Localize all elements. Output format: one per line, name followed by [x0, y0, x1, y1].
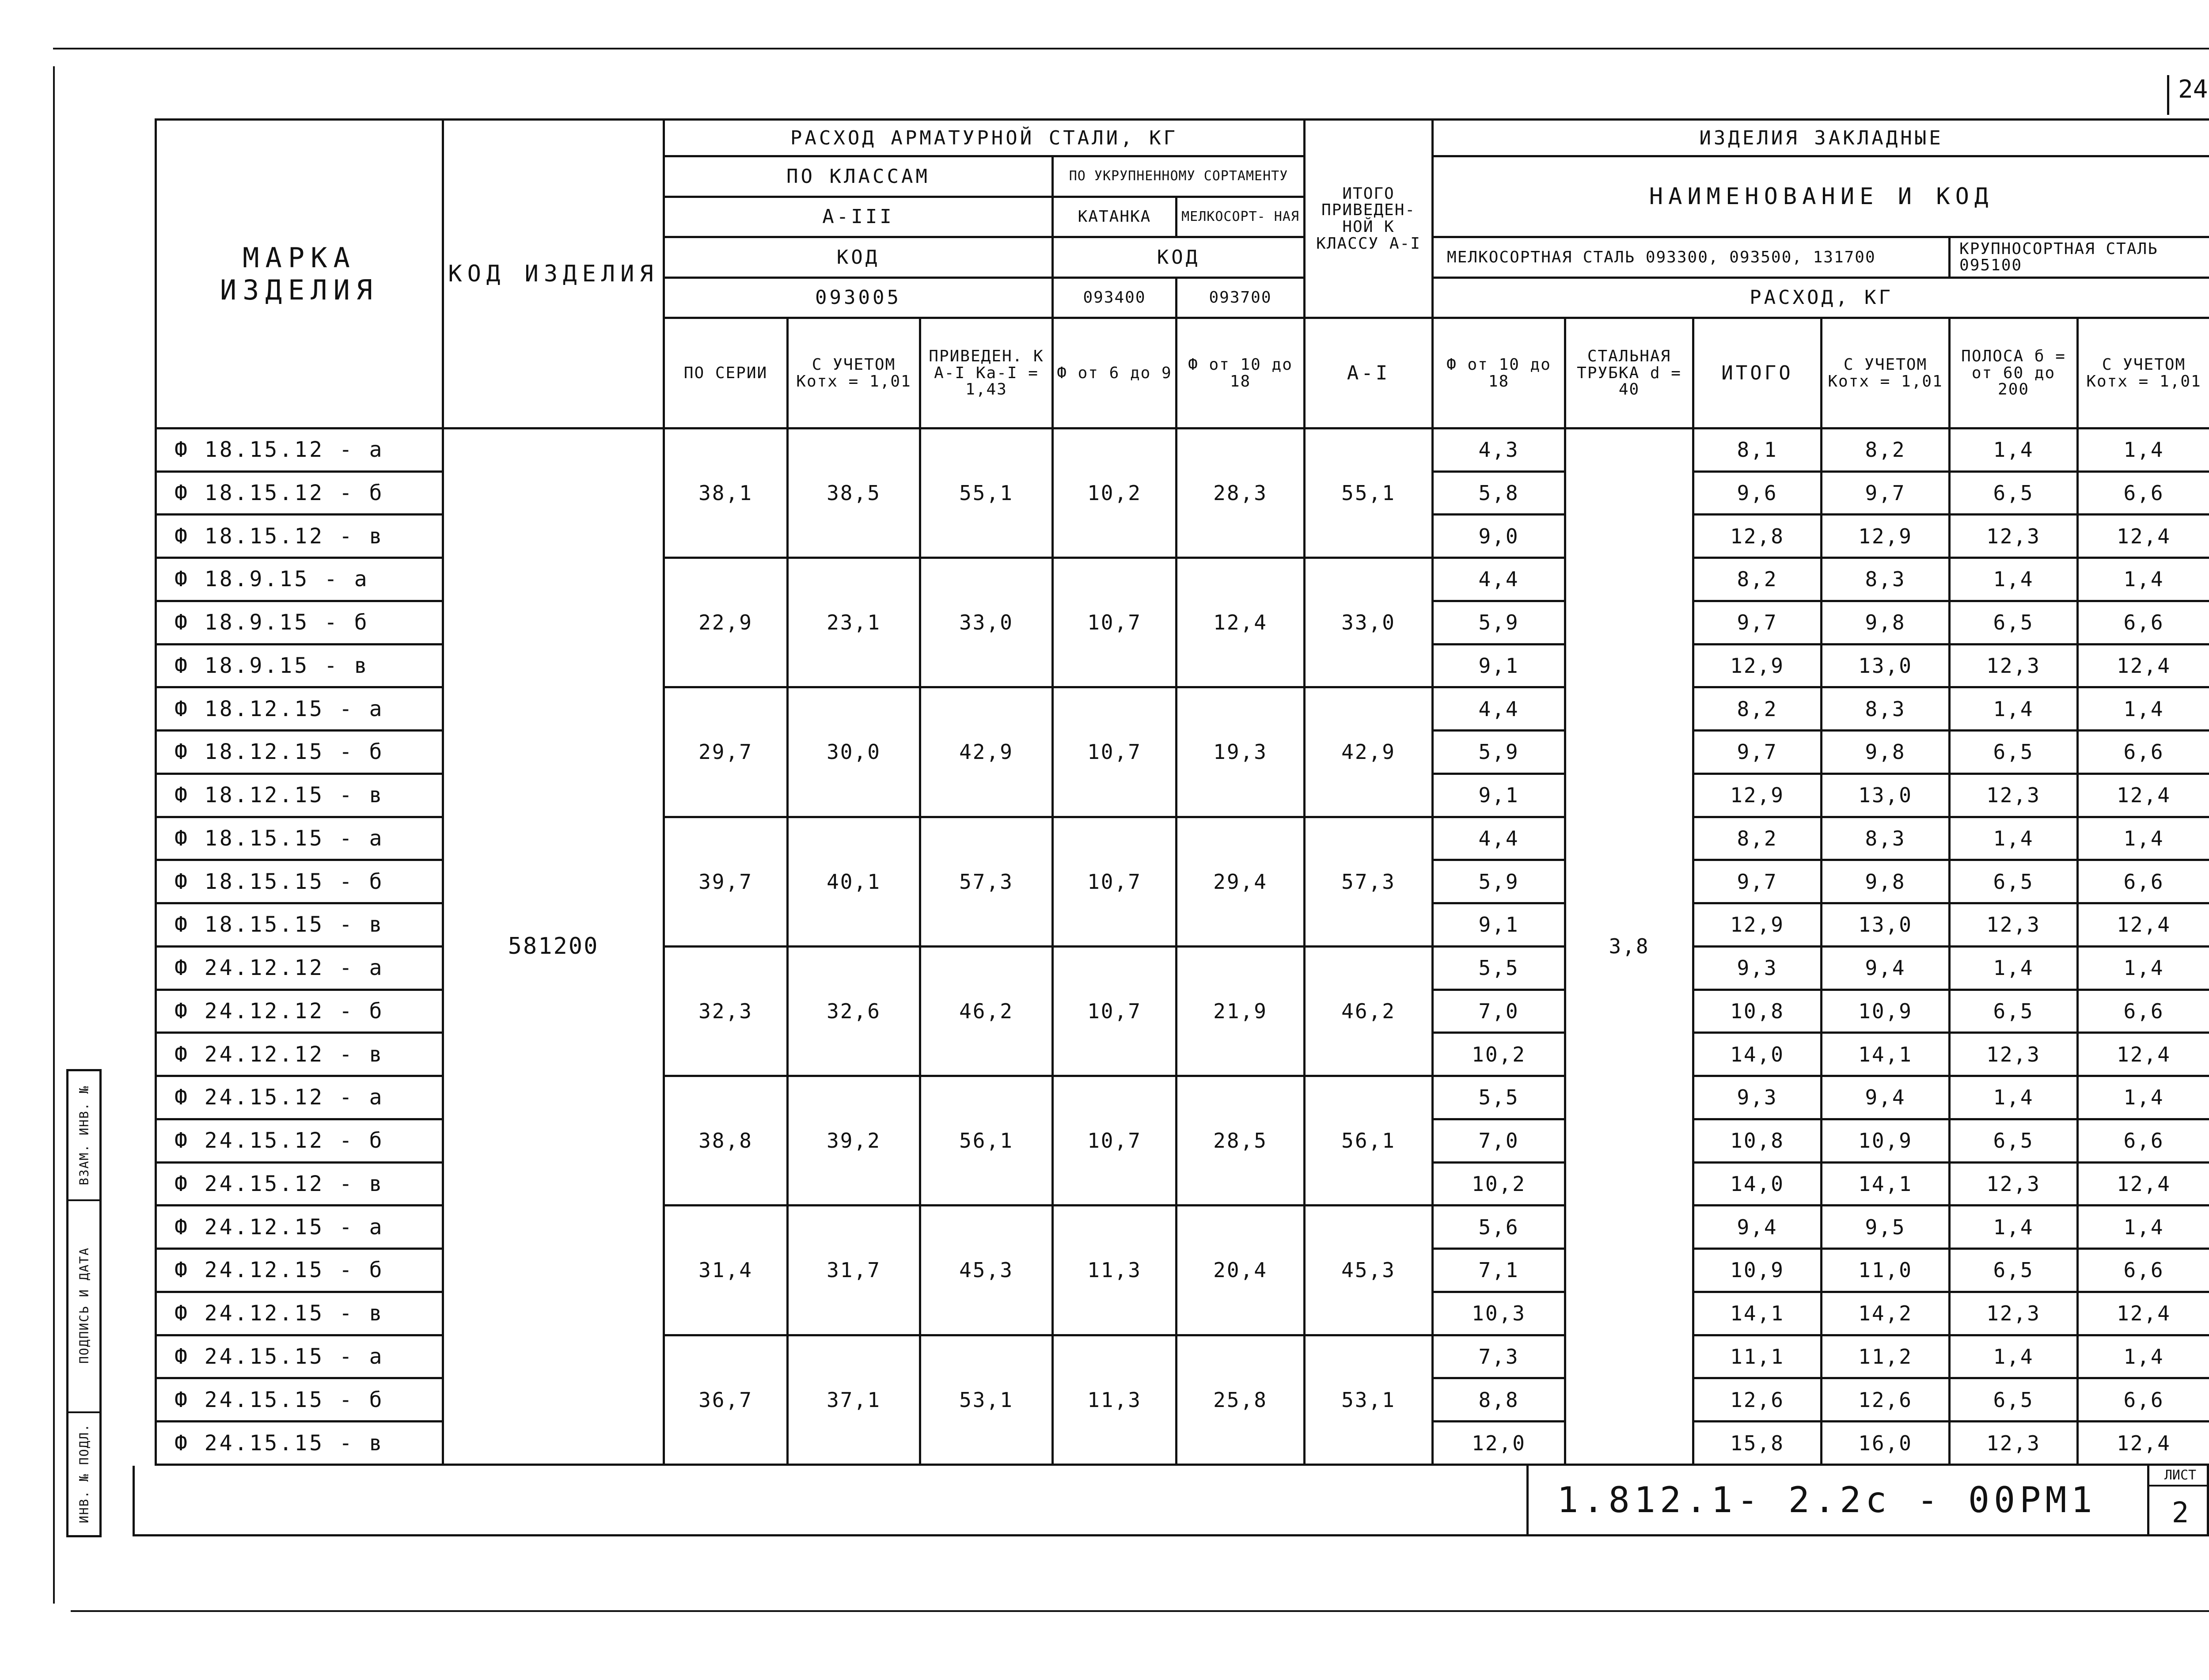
- row-strip: 12,3: [1950, 1162, 2078, 1206]
- group-kotx: 39,2: [788, 1076, 920, 1206]
- row-kotx: 16,0: [1822, 1422, 1950, 1465]
- row-kotx2: 12,4: [2078, 1422, 2209, 1465]
- frame-bottom-line: [71, 1610, 2209, 1612]
- group-phi2: 20,4: [1177, 1206, 1305, 1335]
- row-mark: Ф 24.15.15 - б: [156, 1378, 443, 1422]
- row-kotx: 13,0: [1822, 903, 1950, 947]
- group-reduced: 33,0: [920, 558, 1053, 687]
- group-phi1: 10,7: [1053, 558, 1177, 687]
- group-series: 31,4: [664, 1206, 788, 1335]
- row-kotx: 10,9: [1822, 1119, 1950, 1162]
- group-phi1: 10,2: [1053, 428, 1177, 557]
- row-mark: Ф 18.15.12 - а: [156, 428, 443, 471]
- row-mark: Ф 18.12.15 - б: [156, 731, 443, 774]
- group-total: 57,3: [1305, 817, 1433, 946]
- row-mark: Ф 18.15.15 - а: [156, 817, 443, 860]
- product-code: 581200: [443, 428, 664, 1464]
- row-phi: 7,0: [1433, 1119, 1565, 1162]
- row-mark: Ф 18.9.15 - б: [156, 601, 443, 644]
- header-col-total: ИТОГО: [1693, 318, 1822, 429]
- group-kotx: 23,1: [788, 558, 920, 687]
- group-kotx: 40,1: [788, 817, 920, 946]
- group-reduced: 45,3: [920, 1206, 1053, 1335]
- sheet-number-top: 24: [2178, 75, 2208, 104]
- row-kotx: 9,5: [1822, 1206, 1950, 1249]
- row-phi: 10,2: [1433, 1162, 1565, 1206]
- header-consumption: РАСХОД, КГ: [1433, 277, 2209, 318]
- header-code-093005: 093005: [664, 277, 1053, 318]
- row-kotx: 8,3: [1822, 817, 1950, 860]
- row-strip: 6,5: [1950, 990, 2078, 1033]
- group-series: 38,1: [664, 428, 788, 557]
- row-strip: 12,3: [1950, 644, 2078, 687]
- row-total: 9,7: [1693, 860, 1822, 903]
- row-mark: Ф 18.12.15 - а: [156, 687, 443, 731]
- row-mark: Ф 18.15.15 - б: [156, 860, 443, 903]
- row-total: 11,1: [1693, 1335, 1822, 1378]
- row-kotx2: 6,6: [2078, 1119, 2209, 1162]
- row-strip: 6,5: [1950, 1249, 2078, 1292]
- row-total: 8,2: [1693, 817, 1822, 860]
- row-phi: 8,8: [1433, 1378, 1565, 1422]
- row-strip: 1,4: [1950, 817, 2078, 860]
- group-total: 55,1: [1305, 428, 1433, 557]
- row-strip: 12,3: [1950, 515, 2078, 558]
- row-kotx2: 6,6: [2078, 990, 2209, 1033]
- row-total: 12,6: [1693, 1378, 1822, 1422]
- row-mark: Ф 18.15.12 - в: [156, 515, 443, 558]
- row-phi: 5,5: [1433, 1076, 1565, 1119]
- sheet-value: 2: [2171, 1497, 2189, 1529]
- row-strip: 6,5: [1950, 860, 2078, 903]
- row-strip: 6,5: [1950, 1119, 2078, 1162]
- row-phi: 9,1: [1433, 774, 1565, 817]
- group-kotx: 32,6: [788, 946, 920, 1076]
- frame-left-line: [53, 66, 55, 1604]
- group-reduced: 42,9: [920, 687, 1053, 817]
- row-kotx2: 6,6: [2078, 601, 2209, 644]
- row-mark: Ф 18.15.12 - б: [156, 471, 443, 515]
- group-total: 46,2: [1305, 946, 1433, 1076]
- row-mark: Ф 18.9.15 - а: [156, 558, 443, 601]
- row-kotx: 11,0: [1822, 1249, 1950, 1292]
- row-mark: Ф 24.12.15 - в: [156, 1292, 443, 1335]
- row-mark: Ф 18.9.15 - в: [156, 644, 443, 687]
- row-total: 10,8: [1693, 990, 1822, 1033]
- row-phi: 10,3: [1433, 1292, 1565, 1335]
- row-phi: 5,9: [1433, 731, 1565, 774]
- group-reduced: 53,1: [920, 1335, 1053, 1464]
- row-kotx2: 6,6: [2078, 1249, 2209, 1292]
- group-phi2: 12,4: [1177, 558, 1305, 687]
- row-kotx: 9,4: [1822, 946, 1950, 990]
- sheet-label: ЛИСТ: [2149, 1468, 2209, 1487]
- consumption-table: [155, 118, 2209, 1466]
- row-phi: 4,4: [1433, 817, 1565, 860]
- header-code: КОД ИЗДЕЛИЯ: [443, 120, 664, 429]
- header-mark: МАРКА ИЗДЕЛИЯ: [156, 120, 443, 429]
- row-total: 14,0: [1693, 1162, 1822, 1206]
- group-phi1: 10,7: [1053, 946, 1177, 1076]
- row-phi: 5,9: [1433, 601, 1565, 644]
- row-mark: Ф 24.15.15 - а: [156, 1335, 443, 1378]
- row-total: 12,8: [1693, 515, 1822, 558]
- group-total: 33,0: [1305, 558, 1433, 687]
- row-kotx: 10,9: [1822, 990, 1950, 1033]
- header-col-phi3: Ф от 10 до 18: [1433, 318, 1565, 429]
- row-strip: 1,4: [1950, 1206, 2078, 1249]
- document-code: 1.812.1- 2.2с - 00РМ1: [1557, 1479, 2097, 1521]
- group-series: 32,3: [664, 946, 788, 1076]
- group-kotx: 38,5: [788, 428, 920, 557]
- row-total: 9,7: [1693, 601, 1822, 644]
- row-strip: 6,5: [1950, 601, 2078, 644]
- row-mark: Ф 18.15.15 - в: [156, 903, 443, 947]
- row-strip: 12,3: [1950, 1422, 2078, 1465]
- row-kotx: 14,2: [1822, 1292, 1950, 1335]
- header-col-phi1: Ф от 6 до 9: [1053, 318, 1177, 429]
- row-mark: Ф 24.15.12 - а: [156, 1076, 443, 1119]
- row-kotx: 12,6: [1822, 1378, 1950, 1422]
- row-total: 8,1: [1693, 428, 1822, 471]
- group-series: 22,9: [664, 558, 788, 687]
- header-code-093400: 093400: [1053, 277, 1177, 318]
- tube-value: 3,8: [1565, 428, 1693, 1464]
- group-kotx: 37,1: [788, 1335, 920, 1464]
- row-phi: 5,6: [1433, 1206, 1565, 1249]
- row-strip: 1,4: [1950, 687, 2078, 731]
- row-total: 12,9: [1693, 903, 1822, 947]
- row-kotx: 9,8: [1822, 601, 1950, 644]
- row-kotx: 11,2: [1822, 1335, 1950, 1378]
- row-mark: Ф 24.12.12 - б: [156, 990, 443, 1033]
- row-strip: 1,4: [1950, 946, 2078, 990]
- row-kotx2: 1,4: [2078, 1206, 2209, 1249]
- group-series: 39,7: [664, 817, 788, 946]
- row-total: 12,9: [1693, 644, 1822, 687]
- header-col-strip: ПОЛОСА б = от 60 до 200: [1950, 318, 2078, 429]
- header-steel-title: РАСХОД АРМАТУРНОЙ СТАЛИ, КГ: [664, 120, 1305, 156]
- stamp-label: ВЗАМ. ИНВ. №: [76, 1085, 91, 1186]
- row-kotx2: 12,4: [2078, 1162, 2209, 1206]
- row-phi: 5,8: [1433, 471, 1565, 515]
- row-total: 12,9: [1693, 774, 1822, 817]
- group-phi2: 29,4: [1177, 817, 1305, 946]
- header-katanka: КАТАНКА: [1053, 197, 1177, 237]
- group-total: 53,1: [1305, 1335, 1433, 1464]
- row-kotx: 9,4: [1822, 1076, 1950, 1119]
- group-kotx: 31,7: [788, 1206, 920, 1335]
- row-phi: 5,5: [1433, 946, 1565, 990]
- row-kotx2: 12,4: [2078, 644, 2209, 687]
- header-code-093700: 093700: [1177, 277, 1305, 318]
- row-kotx2: 12,4: [2078, 1033, 2209, 1076]
- group-phi2: 25,8: [1177, 1335, 1305, 1464]
- header-class-a3: А-III: [664, 197, 1053, 237]
- header-large-section: КРУПНОСОРТНАЯ СТАЛЬ 095100: [1950, 237, 2209, 278]
- row-kotx: 9,8: [1822, 731, 1950, 774]
- row-mark: Ф 24.12.12 - в: [156, 1033, 443, 1076]
- row-mark: Ф 24.15.12 - б: [156, 1119, 443, 1162]
- row-total: 10,8: [1693, 1119, 1822, 1162]
- group-phi1: 10,7: [1053, 1076, 1177, 1206]
- row-total: 9,4: [1693, 1206, 1822, 1249]
- row-kotx2: 6,6: [2078, 860, 2209, 903]
- group-phi2: 28,5: [1177, 1076, 1305, 1206]
- group-total: 42,9: [1305, 687, 1433, 817]
- header-total-reduced: ИТОГО ПРИВЕДЕН- НОЙ К КЛАССУ А-I: [1305, 120, 1433, 318]
- row-kotx2: 1,4: [2078, 687, 2209, 731]
- row-phi: 4,4: [1433, 687, 1565, 731]
- row-phi: 9,1: [1433, 903, 1565, 947]
- row-kotx2: 1,4: [2078, 428, 2209, 471]
- header-small-section: МЕЛКОСОРТНАЯ СТАЛЬ 093300, 093500, 131700: [1433, 237, 1950, 278]
- row-total: 9,3: [1693, 946, 1822, 990]
- row-total: 9,3: [1693, 1076, 1822, 1119]
- row-strip: 12,3: [1950, 1292, 2078, 1335]
- row-phi: 7,1: [1433, 1249, 1565, 1292]
- row-kotx: 8,3: [1822, 558, 1950, 601]
- row-strip: 1,4: [1950, 558, 2078, 601]
- row-total: 14,0: [1693, 1033, 1822, 1076]
- group-phi1: 10,7: [1053, 687, 1177, 817]
- row-kotx2: 1,4: [2078, 946, 2209, 990]
- row-phi: 7,0: [1433, 990, 1565, 1033]
- row-kotx: 13,0: [1822, 644, 1950, 687]
- table-row: [156, 428, 2209, 471]
- row-phi: 10,2: [1433, 1033, 1565, 1076]
- group-reduced: 56,1: [920, 1076, 1053, 1206]
- row-kotx2: 12,4: [2078, 903, 2209, 947]
- row-mark: Ф 24.15.12 - в: [156, 1162, 443, 1206]
- row-kotx: 9,8: [1822, 860, 1950, 903]
- frame-top-line: [53, 48, 2209, 49]
- row-strip: 1,4: [1950, 1335, 2078, 1378]
- row-kotx2: 1,4: [2078, 558, 2209, 601]
- row-strip: 12,3: [1950, 903, 2078, 947]
- header-col-kotx3: С УЧЕТОМ Котх = 1,01: [2078, 318, 2209, 429]
- group-phi1: 11,3: [1053, 1335, 1177, 1464]
- row-phi: 9,0: [1433, 515, 1565, 558]
- header-kod: КОД: [664, 237, 1053, 278]
- row-strip: 6,5: [1950, 1378, 2078, 1422]
- row-total: 10,9: [1693, 1249, 1822, 1292]
- row-phi: 9,1: [1433, 644, 1565, 687]
- sheet-box: [2147, 1466, 2209, 1534]
- header-col-reduced: ПРИВЕДЕН. К А-I Ка-I = 1,43: [920, 318, 1053, 429]
- group-series: 29,7: [664, 687, 788, 817]
- header-kod2: КОД: [1053, 237, 1305, 278]
- group-phi2: 28,3: [1177, 428, 1305, 557]
- row-total: 8,2: [1693, 558, 1822, 601]
- row-kotx: 14,1: [1822, 1162, 1950, 1206]
- row-kotx2: 1,4: [2078, 1335, 2209, 1378]
- approval-stamp: [66, 1069, 102, 1537]
- header-col-phi2: Ф от 10 до 18: [1177, 318, 1305, 429]
- header-embedded-title: ИЗДЕЛИЯ ЗАКЛАДНЫЕ: [1433, 120, 2209, 156]
- group-total: 45,3: [1305, 1206, 1433, 1335]
- row-kotx2: 6,6: [2078, 731, 2209, 774]
- header-by-class: ПО КЛАССАМ: [664, 156, 1053, 197]
- header-class-a1: А-I: [1305, 318, 1433, 429]
- header-by-assortment: ПО УКРУПНЕННОМУ СОРТАМЕНТУ: [1053, 156, 1305, 197]
- row-strip: 1,4: [1950, 428, 2078, 471]
- row-phi: 4,3: [1433, 428, 1565, 471]
- row-kotx: 8,2: [1822, 428, 1950, 471]
- header-melkosort: МЕЛКОСОРТ- НАЯ: [1177, 197, 1305, 237]
- row-kotx2: 6,6: [2078, 471, 2209, 515]
- stamp-label: ИНВ. № ПОДЛ.: [76, 1423, 91, 1524]
- row-kotx: 14,1: [1822, 1033, 1950, 1076]
- group-reduced: 46,2: [920, 946, 1053, 1076]
- group-reduced: 57,3: [920, 817, 1053, 946]
- row-total: 8,2: [1693, 687, 1822, 731]
- header-name-code: НАИМЕНОВАНИЕ И КОД: [1433, 156, 2209, 237]
- row-kotx: 8,3: [1822, 687, 1950, 731]
- group-phi2: 19,3: [1177, 687, 1305, 817]
- group-phi2: 21,9: [1177, 946, 1305, 1076]
- sheet-number-divider: [2167, 75, 2169, 115]
- row-kotx2: 1,4: [2078, 1076, 2209, 1119]
- row-phi: 12,0: [1433, 1422, 1565, 1465]
- header-col-kotx2: С УЧЕТОМ Котх = 1,01: [1822, 318, 1950, 429]
- stamp-cell: [68, 1071, 99, 1201]
- row-kotx2: 1,4: [2078, 817, 2209, 860]
- row-mark: Ф 24.15.15 - в: [156, 1422, 443, 1465]
- header-col-tube: СТАЛЬНАЯ ТРУБКА d = 40: [1565, 318, 1693, 429]
- row-strip: 6,5: [1950, 471, 2078, 515]
- stamp-cell: [68, 1411, 99, 1535]
- row-kotx2: 12,4: [2078, 515, 2209, 558]
- row-total: 15,8: [1693, 1422, 1822, 1465]
- row-total: 14,1: [1693, 1292, 1822, 1335]
- group-total: 56,1: [1305, 1076, 1433, 1206]
- row-total: 9,7: [1693, 731, 1822, 774]
- row-kotx2: 6,6: [2078, 1378, 2209, 1422]
- group-kotx: 30,0: [788, 687, 920, 817]
- header-col-series: ПО СЕРИИ: [664, 318, 788, 429]
- row-kotx2: 12,4: [2078, 1292, 2209, 1335]
- row-mark: Ф 24.12.12 - а: [156, 946, 443, 990]
- row-kotx: 9,7: [1822, 471, 1950, 515]
- title-block: [133, 1466, 2209, 1536]
- stamp-cell: [68, 1199, 99, 1413]
- row-total: 9,6: [1693, 471, 1822, 515]
- row-mark: Ф 18.12.15 - в: [156, 774, 443, 817]
- row-phi: 7,3: [1433, 1335, 1565, 1378]
- group-reduced: 55,1: [920, 428, 1053, 557]
- row-strip: 6,5: [1950, 731, 2078, 774]
- header-col-kotx: С УЧЕТОМ Котх = 1,01: [788, 318, 920, 429]
- row-kotx: 13,0: [1822, 774, 1950, 817]
- row-strip: 1,4: [1950, 1076, 2078, 1119]
- group-series: 36,7: [664, 1335, 788, 1464]
- row-kotx: 12,9: [1822, 515, 1950, 558]
- group-phi1: 11,3: [1053, 1206, 1177, 1335]
- row-strip: 12,3: [1950, 774, 2078, 817]
- row-strip: 12,3: [1950, 1033, 2078, 1076]
- group-series: 38,8: [664, 1076, 788, 1206]
- row-mark: Ф 24.12.15 - б: [156, 1249, 443, 1292]
- row-kotx2: 12,4: [2078, 774, 2209, 817]
- row-phi: 5,9: [1433, 860, 1565, 903]
- row-phi: 4,4: [1433, 558, 1565, 601]
- stamp-label: ПОДПИСЬ И ДАТА: [76, 1247, 91, 1364]
- group-phi1: 10,7: [1053, 817, 1177, 946]
- row-mark: Ф 24.12.15 - а: [156, 1206, 443, 1249]
